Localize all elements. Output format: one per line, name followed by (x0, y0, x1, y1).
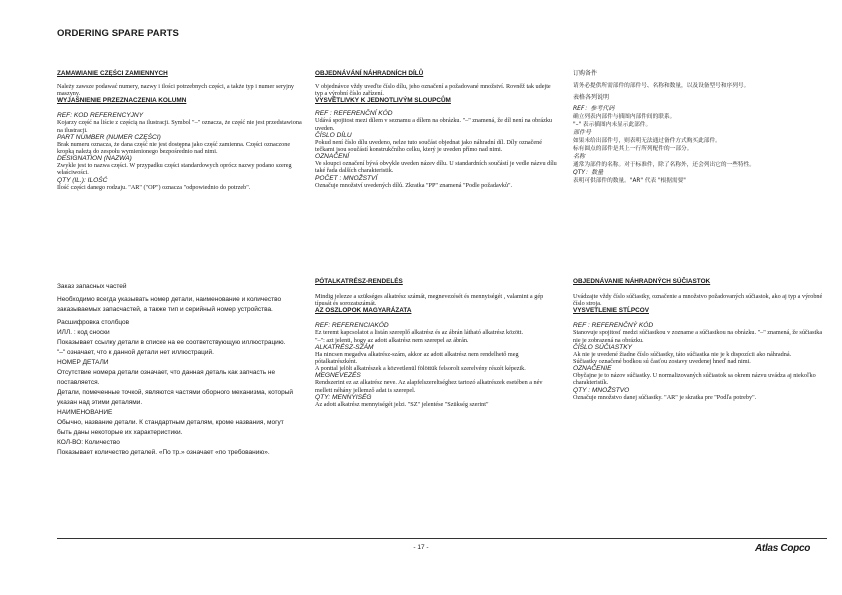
part-number-text-2: Súčiastky označené bodkou sú časťou zostavy uvedenej hneď nad nimi. (573, 358, 751, 366)
qty-label: QTY: MENNYISÉG (315, 393, 372, 401)
russian-section (57, 282, 295, 458)
section-heading: ZAMAWIANIE CZĘŚCI ZAMIENNYCH (57, 70, 168, 77)
designation-text: Zwykle jest to nazwa części. W przypadku części standardowych oprócz nazwy podano szereg właściwości. (57, 162, 292, 177)
qty-label: КОЛ-ВО: Количество (57, 439, 120, 446)
columns-heading: 表格各列说明 (573, 94, 610, 101)
ref-label: REF : REFERENČNÍ KÓD (315, 110, 393, 118)
part-number-text: Brak numeru oznacza, że dana część nie jest dostępna jako część zamienna. Części oznaczone kropką należą do zespołu wymienionego bezpośrednio nad nimi. (57, 140, 291, 156)
polish-section (57, 70, 302, 191)
designation-label: MEGNEVEZÉS (315, 372, 361, 380)
qty-text: Označuje množství uvedených dílů. Zkratka "PP" znamená "Podle požadavků". (315, 181, 513, 189)
designation-text: Obyčajne je to názov súčiastky. U normalizovaných súčiastok sa okrem názvu uvádza aj niekoľko charakteristík. (573, 372, 816, 387)
intro-text: 请务必提供所需部件的部件号、名称和数量，以及设备型号和序列号。 (573, 83, 750, 89)
intro-text: Należy zawsze podawać numery, nazwy i ilości potrzebnych części, a także typ i numer seryjny maszyny. (57, 83, 295, 98)
designation-text: 通常为部件的名称。对于标准件，除了名称外，还会列出它的一些特性。 (573, 162, 755, 168)
atlas-copco-logo: Atlas Copco (755, 543, 811, 554)
section-heading: Заказ запасных частей (57, 283, 127, 290)
ref-text: Показывает ссылку детали в списке на ее соответствующую иллюстрацию. (57, 339, 286, 346)
intro-text: Uvádzajte vždy číslo súčiastky, označenie a množstvo požadovaných súčiastok, ako aj typ a výrobné číslo stroja. (573, 293, 823, 308)
qty-label: QTY : MNOŽSTVO (573, 386, 630, 394)
designation-label: OZNAČENÍ (315, 153, 350, 161)
part-number-text: 如果未给出部件号，则表明无法通过备件方式购买此部件。 (573, 138, 721, 144)
page-number: - 17 - (413, 544, 429, 551)
designation-label: 名称 (573, 153, 586, 160)
ref-label: REF: KOD REFERENCYJNY (57, 112, 144, 120)
section-heading: 订购备件 (573, 70, 598, 77)
columns-heading: WYJAŚNIENIE PRZEZNACZENIA KOLUMN (57, 97, 187, 105)
qty-text: Ilość części danego rodzaju. "AR" ("OP") oznacza "odpowiednio do potrzeb". (57, 183, 251, 191)
ref-label-code: REF： (573, 105, 591, 112)
czech-section (315, 70, 560, 189)
ref-label: REF : REFERENČNÝ KÓD (573, 322, 654, 330)
columns-heading: VYSVETLENIE STĹPCOV (573, 307, 649, 315)
qty-text: 表明可供部件的数量。"AR" 代表 "根据需要" (573, 178, 686, 184)
columns-heading: AZ OSZLOPOK MAGYARÁZATA (315, 307, 412, 315)
designation-text: Ve sloupci označení bývá obvykle uveden název dílu. U standardních součástí je vedle názvu dílu také řada dalších charakteristik. (315, 160, 557, 175)
part-number-label: 部件号 (573, 129, 592, 136)
ref-text: 确立列表内部件与插图内部件间的联系。 (573, 114, 676, 120)
intro-text: Mindig jelezze a szükséges alkatrész számát, megnevezését és mennyiségét , valamint a gép típusát és sorozatszámát. (315, 293, 544, 308)
part-number-text: Ha nincsen megadva alkatrész-szám, akkor az adott alkatrész nem rendelhető meg pótalkatrészként. (315, 350, 519, 366)
ref-label (573, 105, 821, 113)
intro-text: V objednávce vždy uveďte číslo dílu, jeho označení a požadované množství. Rovněž tak udejte typ a výrobní číslo zařízení. (315, 83, 551, 98)
section-heading: PÓTALKATRÉSZ-RENDELÉS (315, 278, 403, 285)
part-number-label: ALKATRÉSZ-SZÁM (315, 343, 374, 351)
part-number-label: ČÍSLO SÚČIASTKY (573, 343, 632, 351)
section-heading: OBJEDNÁVANIE NÁHRADNÝCH SÚČIASTOK (573, 278, 711, 285)
section-heading: OBJEDNÁVÁNÍ NÁHRADNÍCH DÍLŮ (315, 70, 424, 77)
ref-text: Udává spojitost mezi dílem v seznamu a dílem na obrázku. "–" znamená, že díl není na obrázku uveden. (315, 117, 553, 132)
slovak-section (573, 278, 823, 401)
part-number-label: ČÍSLO DÍLU (315, 131, 352, 139)
designation-label: DESIGNATION (NAZWA) (57, 155, 132, 163)
ref-label: ИЛЛ. : код сноски (57, 329, 110, 336)
qty-text: Označuje množstvo danej súčiastky. "AR" je skratka pre "Podľa potreby". (573, 393, 757, 401)
qty-label-code: QTY： (573, 169, 592, 176)
ref-text-2: "–" 表示插图内未显示此部件。 (573, 122, 652, 128)
footer-divider (57, 538, 827, 539)
columns-heading: VYSVĚTLIVKY K JEDNOTLIVÝM SLOUPCŮM (315, 97, 451, 105)
part-number-text: Pokud není číslo dílu uvedeno, nelze tuto součást objednat jako náhradní díl. Díly označené tečkami jsou součástí konstrukčního celku, který je uveden přímo nad nimi. (315, 138, 542, 154)
ref-label-name: 参考代码 (590, 105, 615, 112)
designation-text: Обычно, название детали. К стандартным деталям, кроме названия, могут быть даны некоторые их характеристики. (57, 419, 284, 436)
ref-text: Stanovuje spojitosť medzi súčiastkou v zozname a súčiastkou na obrázku. "–" znamená, že súčiastka nie je zobrazená na obrázku. (573, 329, 823, 344)
qty-label: POČET : MNOŽSTVÍ (315, 174, 378, 182)
designation-text: Rendszerint ez az alkatrész neve. Az alapfelszereltséghez tartozó alkatrészek esetében a név mellett néhány jellemző adat is szerepel. (315, 379, 543, 394)
page-title: ORDERING SPARE PARTS (57, 28, 179, 39)
qty-label-name: 数量 (591, 169, 604, 176)
designation-label: OZNAČENIE (573, 365, 612, 373)
designation-label: НАИМЕНОВАНИЕ (57, 409, 113, 416)
chinese-section (573, 70, 821, 185)
ref-text-2: "–": azt jelenti, hogy az adott alkatrész nem szerepel az ábrán. (315, 336, 469, 344)
intro-text: Необходимо всегда указывать номер детали, наименование и количество заказываемых запасчастей, а также тип и серийный номер устройства. (57, 296, 282, 313)
part-number-text-2: Детали, помеченные точкой, являются частями оборного механизма, который указан над этими деталями. (57, 389, 294, 406)
part-number-label: PART NUMBER (NUMER CZĘŚCI) (57, 133, 161, 141)
ref-text: Ez teremt kapcsolatot a listán szereplő alkatrész és az ábrán látható alkatrész között. (315, 329, 524, 337)
part-number-text: Отсутствие номера детали означает, что данная деталь как запчасть не поставляется. (57, 369, 276, 386)
qty-label: QTY (IL.): ILOŚĆ (57, 176, 108, 184)
part-number-text-2: 标有圆点的部件是其上一行所列配件的一部分。 (573, 146, 693, 152)
ref-text-2: "–" означает, что к данной детали нет иллюстраций. (57, 349, 214, 356)
hungarian-section (315, 278, 560, 408)
part-number-text-2: A ponttal jelölt alkatrészek a közvetlenül fölöttük felsorolt szerelvény részét képezik. (315, 365, 526, 373)
part-number-label: НОМЕР ДЕТАЛИ (57, 359, 109, 366)
ref-text: Kojarzy część na liście z częścią na ilustracji. Symbol "–" oznacza, że część nie jest przedstawiona na ilustracji. (57, 119, 302, 134)
part-number-text: Ak nie je uvedené žiadne číslo súčiastky, táto súčiastka nie je k dispozícii ako náhradná. (573, 350, 792, 358)
columns-heading: Расшифровка столбцов (57, 319, 130, 326)
qty-label (573, 169, 821, 177)
ref-label: REF: REFERENCIAKÓD (315, 322, 389, 330)
qty-text: Az adott alkatrész mennyiségét jelzi. "SZ" jelentése "Szükség szerint" (315, 400, 489, 408)
qty-text: Показывает количество деталей. «По тр.» означает «по требованию». (57, 449, 270, 456)
